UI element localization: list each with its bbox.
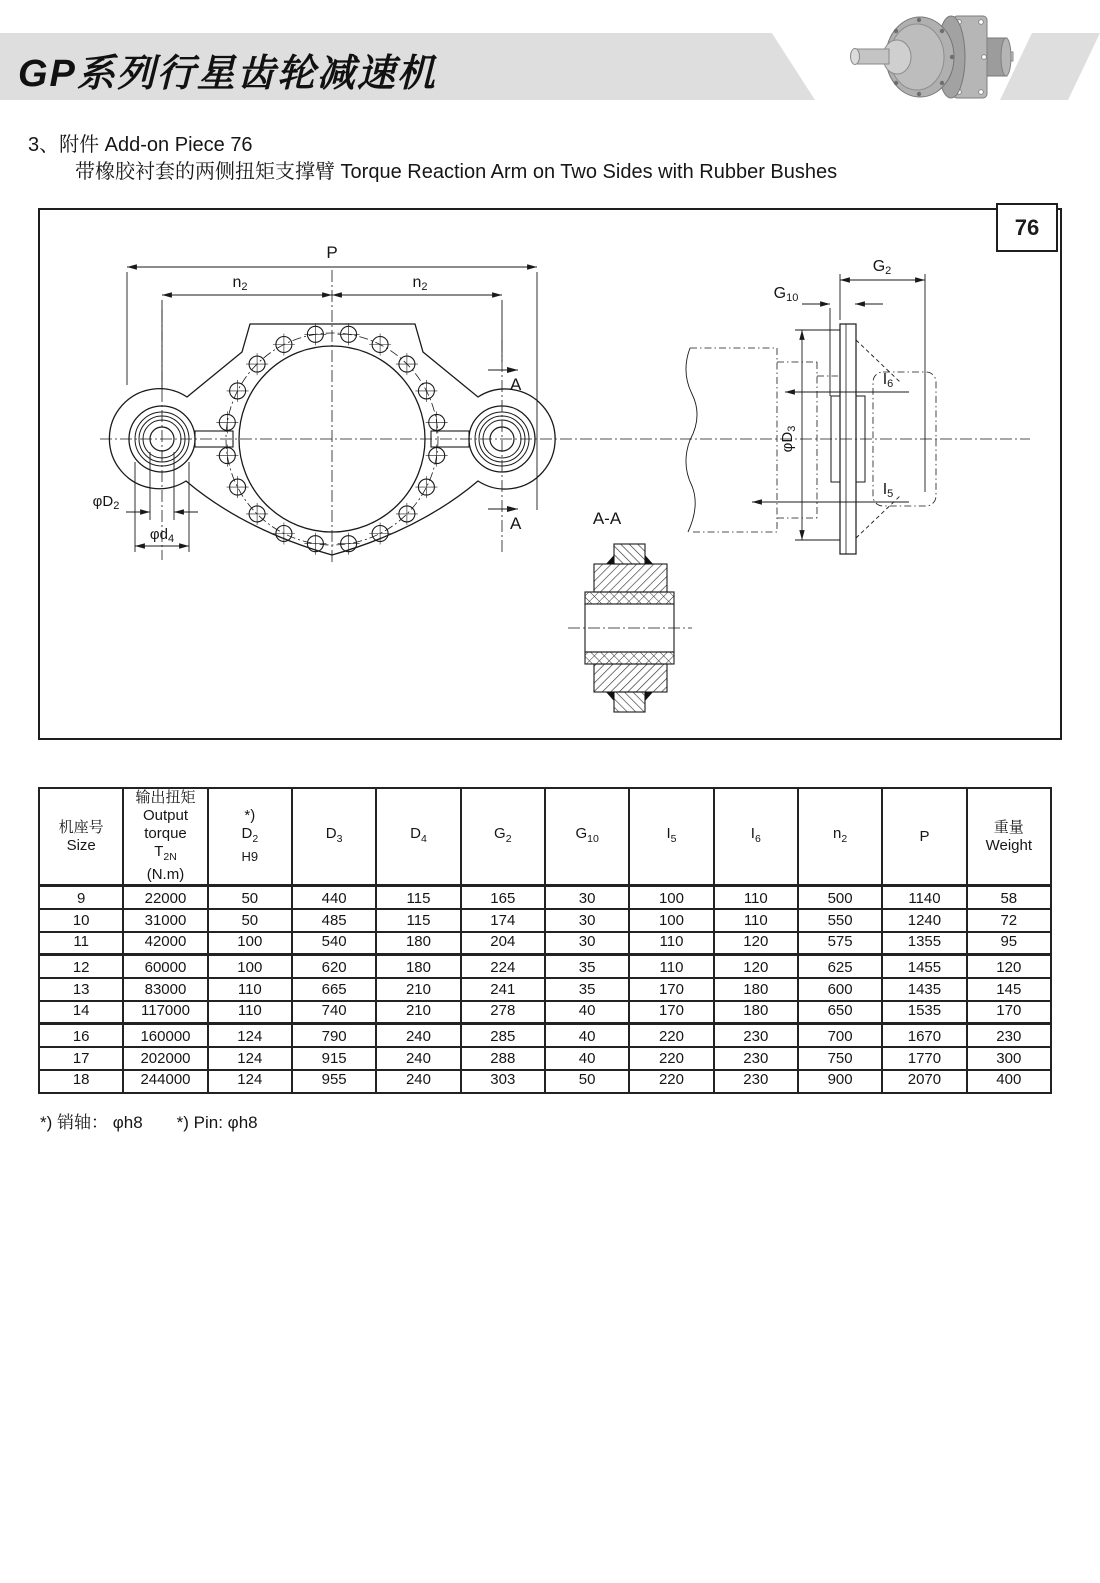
gearbox-hidden-outline [690, 348, 838, 532]
spec-table-header [39, 788, 1051, 886]
table-cell: 210 [376, 1001, 460, 1024]
page-ref-badge: 76 [996, 203, 1058, 252]
table-cell: 625 [798, 955, 882, 978]
table-cell: 60000 [123, 955, 207, 978]
drawing-frame [38, 208, 1062, 740]
dim-label-n2-right: n2 [412, 274, 428, 293]
table-cell: 72 [967, 909, 1051, 932]
table-cell: 115 [376, 886, 460, 909]
table-cell: 303 [461, 1070, 545, 1093]
table-cell: 35 [545, 955, 629, 978]
spec-table-body [39, 886, 1051, 1093]
table-cell: 244000 [123, 1070, 207, 1093]
table-cell: 124 [208, 1047, 292, 1070]
table-cell: 1455 [882, 955, 966, 978]
table-cell: 220 [629, 1024, 713, 1047]
table-cell: 240 [376, 1047, 460, 1070]
table-cell: 58 [967, 886, 1051, 909]
table-cell: 42000 [123, 932, 207, 955]
table-cell: 170 [629, 978, 713, 1001]
break-line [686, 348, 697, 532]
table-cell: 300 [967, 1047, 1051, 1070]
table-cell: 740 [292, 1001, 376, 1024]
table-cell: 110 [629, 932, 713, 955]
dim-label-i5: I5 [882, 481, 894, 500]
table-cell: 50 [208, 909, 292, 932]
table-cell: 110 [714, 909, 798, 932]
table-cell: 620 [292, 955, 376, 978]
col-header-d2: *) $D_2$ H9 [208, 788, 292, 886]
col-header-i5: $I_5$ [629, 788, 713, 886]
table-cell: 230 [714, 1047, 798, 1070]
section-label-a-top: A [510, 375, 522, 394]
table-cell: 400 [967, 1070, 1051, 1093]
table-cell: 11 [39, 932, 123, 955]
table-cell: 230 [714, 1070, 798, 1093]
col-header-p: P [882, 788, 966, 886]
table-cell: 220 [629, 1070, 713, 1093]
gear-reducer-image [845, 8, 1015, 108]
section-heading-line2: 带橡胶衬套的两侧扭矩支撑臂 Torque Reaction Arm on Two Sides with Rubber Bushes [75, 161, 838, 183]
table-cell: 117000 [123, 1001, 207, 1024]
table-cell: 30 [545, 932, 629, 955]
table-cell: 204 [461, 932, 545, 955]
table-cell: 224 [461, 955, 545, 978]
table-cell: 170 [629, 1001, 713, 1024]
table-cell: 50 [208, 886, 292, 909]
col-header-d3: $D_3$ [292, 788, 376, 886]
table-cell: 174 [461, 909, 545, 932]
side-view [686, 274, 936, 554]
table-cell: 31000 [123, 909, 207, 932]
col-header-torque: 输出扭矩 Output torque $T_{2N}$ (N.m) [123, 788, 207, 886]
table-row [39, 1047, 1051, 1070]
table-cell: 50 [545, 1070, 629, 1093]
table-cell: 1240 [882, 909, 966, 932]
table-cell: 30 [545, 886, 629, 909]
table-cell: 180 [376, 932, 460, 955]
table-cell: 650 [798, 1001, 882, 1024]
table-row [39, 955, 1051, 978]
table-cell: 278 [461, 1001, 545, 1024]
table-cell: 1435 [882, 978, 966, 1001]
section-heading [28, 132, 837, 186]
table-cell: 202000 [123, 1047, 207, 1070]
dim-g10 [802, 304, 883, 396]
table-cell: 240 [376, 1024, 460, 1047]
table-cell: 550 [798, 909, 882, 932]
table-cell: 124 [208, 1070, 292, 1093]
table-cell: 22000 [123, 886, 207, 909]
table-cell: 170 [967, 1001, 1051, 1024]
table-cell: 160000 [123, 1024, 207, 1047]
table-cell: 1770 [882, 1047, 966, 1070]
dim-label-g2: G2 [872, 258, 892, 277]
table-cell: 210 [376, 978, 460, 1001]
table-cell: 100 [629, 886, 713, 909]
col-header-g2: $G_2$ [461, 788, 545, 886]
table-cell: 40 [545, 1047, 629, 1070]
table-cell: 100 [208, 955, 292, 978]
table-cell: 124 [208, 1024, 292, 1047]
table-cell: 17 [39, 1047, 123, 1070]
table-cell: 440 [292, 886, 376, 909]
table-cell: 12 [39, 955, 123, 978]
section-label-a-bottom: A [510, 514, 522, 533]
table-cell: 285 [461, 1024, 545, 1047]
table-cell: 9 [39, 886, 123, 909]
table-cell: 30 [545, 909, 629, 932]
dim-label-n2-left: n2 [232, 274, 248, 293]
table-cell: 790 [292, 1024, 376, 1047]
pin-footnote [40, 1108, 292, 1133]
table-row [39, 886, 1051, 909]
table-cell: 95 [967, 932, 1051, 955]
table-cell: 500 [798, 886, 882, 909]
table-cell: 220 [629, 1047, 713, 1070]
table-row [39, 978, 1051, 1001]
table-cell: 230 [967, 1024, 1051, 1047]
table-cell: 110 [208, 1001, 292, 1024]
table-cell: 915 [292, 1047, 376, 1070]
table-cell: 83000 [123, 978, 207, 1001]
section-title-a-a: A-A [592, 509, 622, 528]
table-cell: 180 [376, 955, 460, 978]
table-cell: 40 [545, 1024, 629, 1047]
table-cell: 241 [461, 978, 545, 1001]
table-cell: 100 [629, 909, 713, 932]
table-row [39, 1070, 1051, 1093]
table-cell: 145 [967, 978, 1051, 1001]
table-row [39, 909, 1051, 932]
table-cell: 18 [39, 1070, 123, 1093]
spec-table [38, 787, 1052, 1094]
table-cell: 110 [714, 886, 798, 909]
table-cell: 600 [798, 978, 882, 1001]
table-cell: 120 [714, 955, 798, 978]
table-cell: 180 [714, 978, 798, 1001]
dim-label-i6: I6 [882, 371, 894, 390]
table-cell: 540 [292, 932, 376, 955]
table-cell: 575 [798, 932, 882, 955]
col-header-i6: $I_6$ [714, 788, 798, 886]
col-header-weight: 重量 Weight [967, 788, 1051, 886]
table-cell: 750 [798, 1047, 882, 1070]
table-cell: 1535 [882, 1001, 966, 1024]
table-cell: 110 [208, 978, 292, 1001]
table-cell: 40 [545, 1001, 629, 1024]
table-row [39, 1024, 1051, 1047]
table-cell: 14 [39, 1001, 123, 1024]
dim-label-d2: $\varphi D_2$ [92, 493, 120, 512]
dim-label-d4: $\varphi d_4$ [149, 526, 175, 545]
table-cell: 120 [967, 955, 1051, 978]
col-header-g10: $G_{10}$ [545, 788, 629, 886]
table-cell: 16 [39, 1024, 123, 1047]
table-row [39, 932, 1051, 955]
pin-footnote-cn: *) 销轴： φh8 [40, 1113, 143, 1132]
dim-label-g10: G10 [773, 285, 799, 304]
header-banner-accent [1000, 33, 1100, 100]
table-cell: 13 [39, 978, 123, 1001]
pin-footnote-en: *) Pin: φh8 [176, 1113, 258, 1132]
table-cell: 1140 [882, 886, 966, 909]
col-header-size: 机座号 Size [39, 788, 123, 886]
table-cell: 288 [461, 1047, 545, 1070]
section-a-a [568, 544, 692, 712]
table-cell: 240 [376, 1070, 460, 1093]
dim-label-p: P [326, 243, 338, 262]
table-cell: 1355 [882, 932, 966, 955]
table-cell: 485 [292, 909, 376, 932]
table-cell: 955 [292, 1070, 376, 1093]
table-row [39, 1001, 1051, 1024]
dim-d3 [795, 330, 840, 540]
page-title: GP系列行星齿轮减速机 [18, 53, 437, 95]
col-header-d4: $D_4$ [376, 788, 460, 886]
table-cell: 115 [376, 909, 460, 932]
table-cell: 180 [714, 1001, 798, 1024]
table-cell: 900 [798, 1070, 882, 1093]
table-cell: 230 [714, 1024, 798, 1047]
table-cell: 165 [461, 886, 545, 909]
col-header-n2: $n_2$ [798, 788, 882, 886]
table-cell: 1670 [882, 1024, 966, 1047]
dim-label-d3: $\varphi D_3$ [779, 425, 798, 453]
table-cell: 120 [714, 932, 798, 955]
table-cell: 100 [208, 932, 292, 955]
section-heading-line1: 3、附件 Add-on Piece 76 [28, 134, 253, 156]
table-cell: 700 [798, 1024, 882, 1047]
front-view [100, 267, 1030, 562]
table-cell: 10 [39, 909, 123, 932]
technical-drawing [40, 210, 1060, 738]
table-cell: 110 [629, 955, 713, 978]
table-cell: 35 [545, 978, 629, 1001]
table-cell: 665 [292, 978, 376, 1001]
table-cell: 2070 [882, 1070, 966, 1093]
